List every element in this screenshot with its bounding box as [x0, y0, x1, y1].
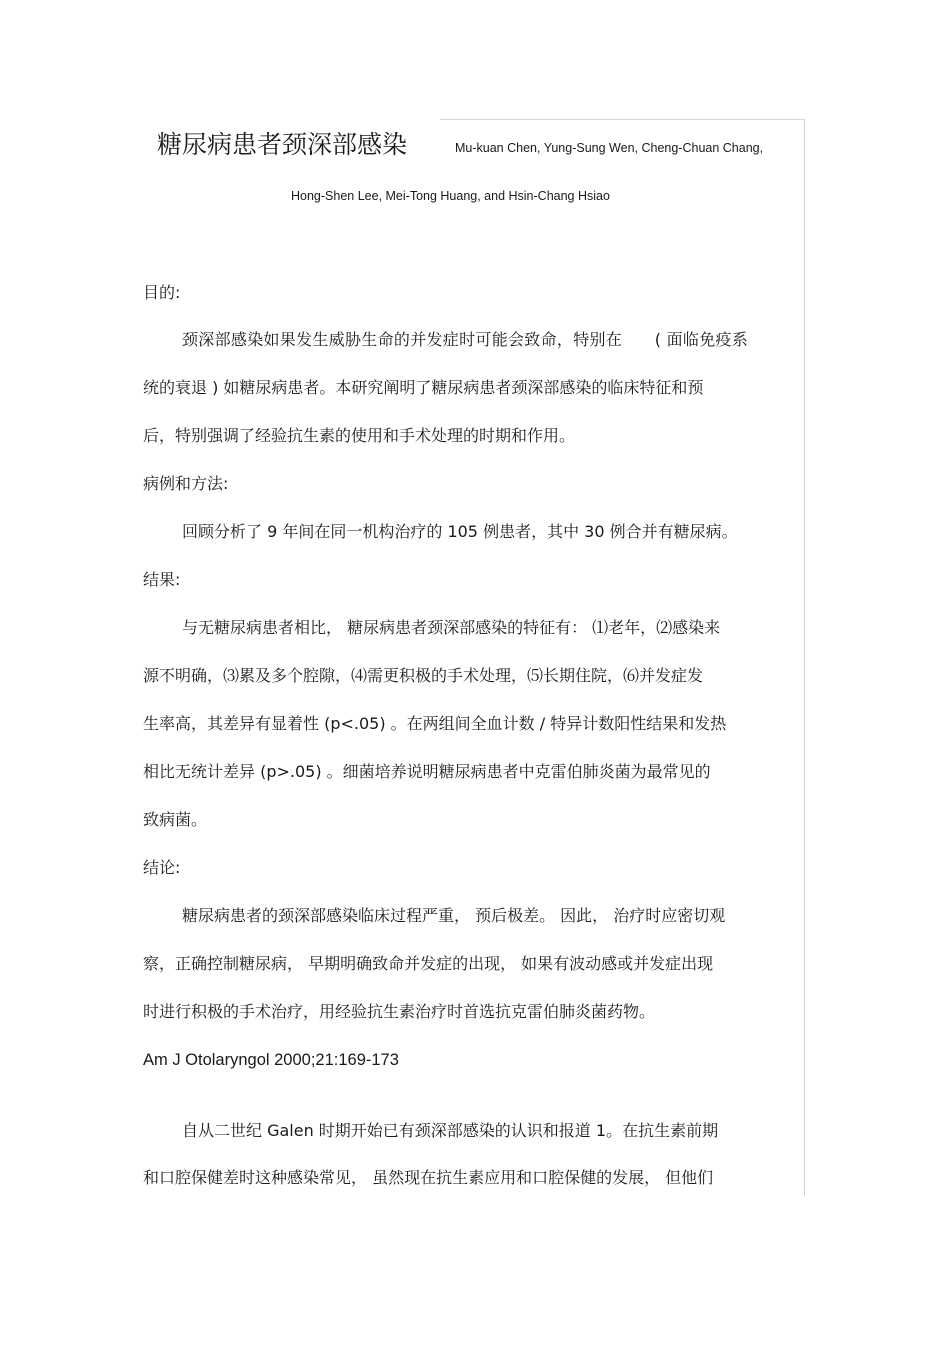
paragraph-line: 察，正确控制糖尿病， 早期明确致命并发症的出现， 如果有波动感或并发症出现 — [143, 954, 714, 973]
heading-objective: 目的: — [143, 283, 181, 302]
heading-conclusion: 结论: — [143, 858, 181, 877]
paragraph-line: 后，特别强调了经验抗生素的使用和手术处理的时期和作用。 — [143, 426, 576, 445]
paragraph-line: 自从二世纪 Galen 时期开始已有颈深部感染的认识和报道 1。在抗生素前期 — [182, 1121, 719, 1140]
paragraph-line: 致病菌。 — [143, 810, 208, 829]
paragraph-line: 颈深部感染如果发生威胁生命的并发症时可能会致命，特别在 ( 面临免疫系 — [182, 330, 749, 349]
heading-methods: 病例和方法: — [143, 474, 229, 493]
paragraph-line: 时进行积极的手术治疗，用经验抗生素治疗时首选抗克雷伯肺炎菌药物。 — [143, 1002, 656, 1021]
authors-line-2: Hong-Shen Lee, Mei-Tong Huang, and Hsin-Chang Hsiao — [291, 189, 610, 203]
paragraph-line: 生率高，其差异有显着性 (p<.05) 。在两组间全血计数 / 特异计数阳性结果和发热 — [143, 714, 727, 733]
paragraph-line: 糖尿病患者的颈深部感染临床过程严重， 预后极差。 因此， 治疗时应密切观 — [182, 906, 726, 925]
paragraph-line: 和口腔保健差时这种感染常见， 虽然现在抗生素应用和口腔保健的发展， 但他们 — [143, 1168, 714, 1187]
heading-results: 结果: — [143, 570, 181, 589]
paragraph-line: 统的衰退 ) 如糖尿病患者。本研究阐明了糖尿病患者颈深部感染的临床特征和预 — [143, 378, 704, 397]
page-frame-top — [440, 119, 804, 120]
paragraph-line: 源不明确，⑶累及多个腔隙，⑷需更积极的手术处理，⑸长期住院，⑹并发症发 — [143, 666, 704, 685]
page-frame-right — [804, 119, 805, 1196]
paragraph-line: 与无糖尿病患者相比， 糖尿病患者颈深部感染的特征有： ⑴老年，⑵感染来 — [182, 618, 721, 637]
citation: Am J Otolaryngol 2000;21:169-173 — [143, 1051, 399, 1069]
paragraph-line: 回顾分析了 9 年间在同一机构治疗的 105 例患者，其中 30 例合并有糖尿病。 — [182, 522, 738, 541]
article-title: 糖尿病患者颈深部感染 — [157, 130, 408, 159]
authors-line-1: Mu-kuan Chen, Yung-Sung Wen, Cheng-Chuan Chang, — [455, 141, 764, 155]
paragraph-line: 相比无统计差异 (p>.05) 。细菌培养说明糖尿病患者中克雷伯肺炎菌为最常见的 — [143, 762, 711, 781]
